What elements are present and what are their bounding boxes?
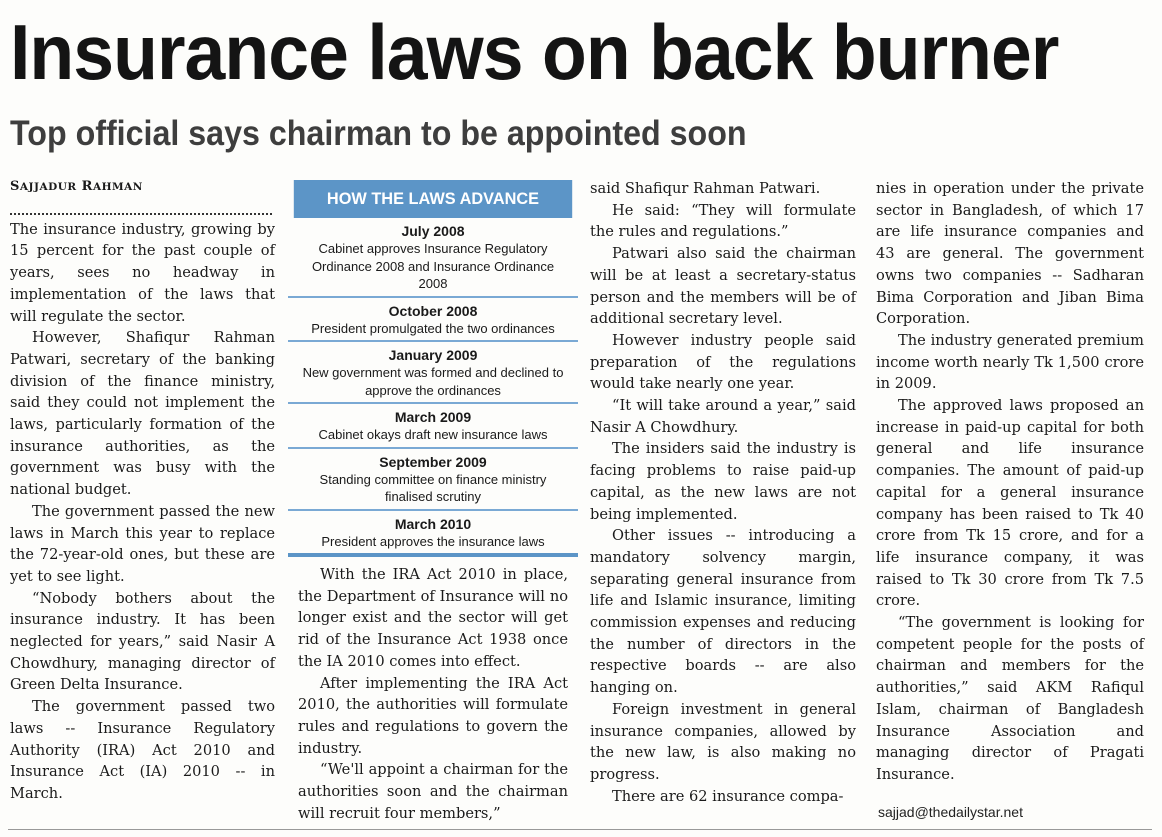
paragraph: Other issues -- introducing a mandatory solvency margin, separating general insurance from life and Islamic insurance, limiting commission expenses and reducing the number of directors in the respective boards -- are also hanging on.	[590, 527, 856, 697]
timeline-description: President approves the insurance laws	[321, 533, 545, 549]
article-column-1	[10, 176, 275, 805]
paragraph: “We'll appoint a chairman for the authorities soon and the chairman will recruit four members,”	[298, 761, 568, 822]
author-email: sajjad@thedailystar.net	[878, 804, 1023, 820]
article-column-2	[298, 564, 568, 824]
timeline-entry	[288, 298, 578, 343]
timeline-entry	[288, 449, 578, 511]
timeline-date: March 2009	[394, 409, 472, 425]
timeline-entry	[288, 511, 578, 558]
timeline-description: Standing committee on finance ministry finalised scrutiny	[319, 471, 547, 504]
paragraph: The government passed two laws -- Insurance Regulatory Authority (IRA) Act 2010 and Insurance Act (IA) 2010 -- in March.	[10, 698, 275, 802]
sidebar-title: HOW THE LAWS ADVANCE	[294, 180, 572, 218]
timeline-entry	[288, 404, 578, 449]
paragraph: With the IRA Act 2010 in place, the Department of Insurance will no longer exist and the sector will get rid of the Insurance Act 1938 once the IA 2010 comes into effect.	[298, 566, 568, 670]
timeline-date: October 2008	[388, 302, 478, 319]
byline: SAJJADUR RAHMAN	[10, 179, 143, 194]
paragraph: However industry people said preparation of the regulations would take nearly one year.	[590, 331, 856, 393]
paragraph: “The government is looking for competent people for the posts of chairman and members for the authorities,” said AKM Rafiqul Islam, chairman of Bangladesh Insurance Association and managing director of Pragati Insurance.	[876, 614, 1144, 783]
article-column-3	[590, 178, 856, 807]
timeline-date: July 2008	[401, 223, 465, 239]
timeline-entry	[288, 218, 578, 298]
timeline-date: March 2010	[394, 515, 472, 532]
paragraph: The insiders said the industry is facing problems to raise paid-up capital, as the new laws are not being implemented.	[590, 440, 856, 523]
paragraph: The government passed the new laws in March this year to replace the 72-year-old ones, but these are yet to see light.	[10, 502, 275, 585]
timeline-description: Cabinet okays draft new insurance laws	[318, 427, 548, 442]
paragraph: After implementing the IRA Act 2010, the authorities will formulate rules and regulations to govern the industry.	[298, 674, 568, 757]
paragraph: Foreign investment in general insurance companies, allowed by the new law, is also making no progress.	[590, 700, 856, 783]
paragraph: The industry generated premium income worth nearly Tk 1,500 crore in 2009.	[876, 331, 1144, 393]
timeline-description: President promulgated the two ordinances	[311, 320, 555, 336]
timeline-entry	[288, 342, 578, 404]
paragraph: Patwari also said the chairman will be at least a secretary-status person and the members will be of additional secretary level.	[590, 245, 856, 328]
timeline-description: New government was formed and declined to approve the ordinances	[302, 365, 564, 398]
paragraph: There are 62 insurance compa-	[612, 787, 844, 805]
paragraph: “It will take around a year,” said Nasir A Chowdhury.	[590, 397, 856, 436]
paragraph: nies in operation under the private sector in Bangladesh, of which 17 are life insurance companies and 43 are general. The government owns two companies -- Sadharan Bima Corporation and Jiban Bima Corporation.	[876, 180, 1144, 328]
paragraph: said Shafiqur Rahman Patwari.	[590, 180, 821, 197]
paragraph: However, Shafiqur Rahman Patwari, secretary of the banking division of the finance ministry, said they could not implement the laws, particularly formation of the insurance authorities, as the government was busy with the national budget.	[10, 329, 275, 499]
paragraph: “Nobody bothers about the insurance industry. It has been neglected for years,” said Nasir A Chowdhury, managing director of Green Delta Insurance.	[10, 589, 275, 694]
timeline-date: September 2009	[379, 453, 487, 470]
timeline-description: Cabinet approves Insurance Regulatory Ordinance 2008 and Insurance Ordinance 2008	[311, 241, 555, 291]
bottom-rule	[8, 829, 1152, 830]
timeline-date: January 2009	[388, 347, 478, 363]
paragraph: The insurance industry, growing by 15 percent for the past couple of years, sees no headway in implementation of the laws that will regulate the sector.	[10, 220, 275, 325]
byline-divider	[10, 203, 272, 215]
subheadline: Top official says chairman to be appointed soon	[10, 114, 747, 153]
paragraph: He said: “They will formulate the rules and regulations.”	[590, 201, 856, 241]
article-column-4	[876, 178, 1144, 786]
paragraph: The approved laws proposed an increase in paid-up capital for both general and life insurance companies. The amount of paid-up capital for a general insurance company has been raised to Tk 40 crore from Tk 15 crore, and for a life insurance company, it was raised to Tk 30 crore from Tk 7.5 crore.	[876, 397, 1144, 610]
timeline-sidebar	[288, 180, 578, 557]
headline: Insurance laws on back burner	[10, 8, 1059, 96]
